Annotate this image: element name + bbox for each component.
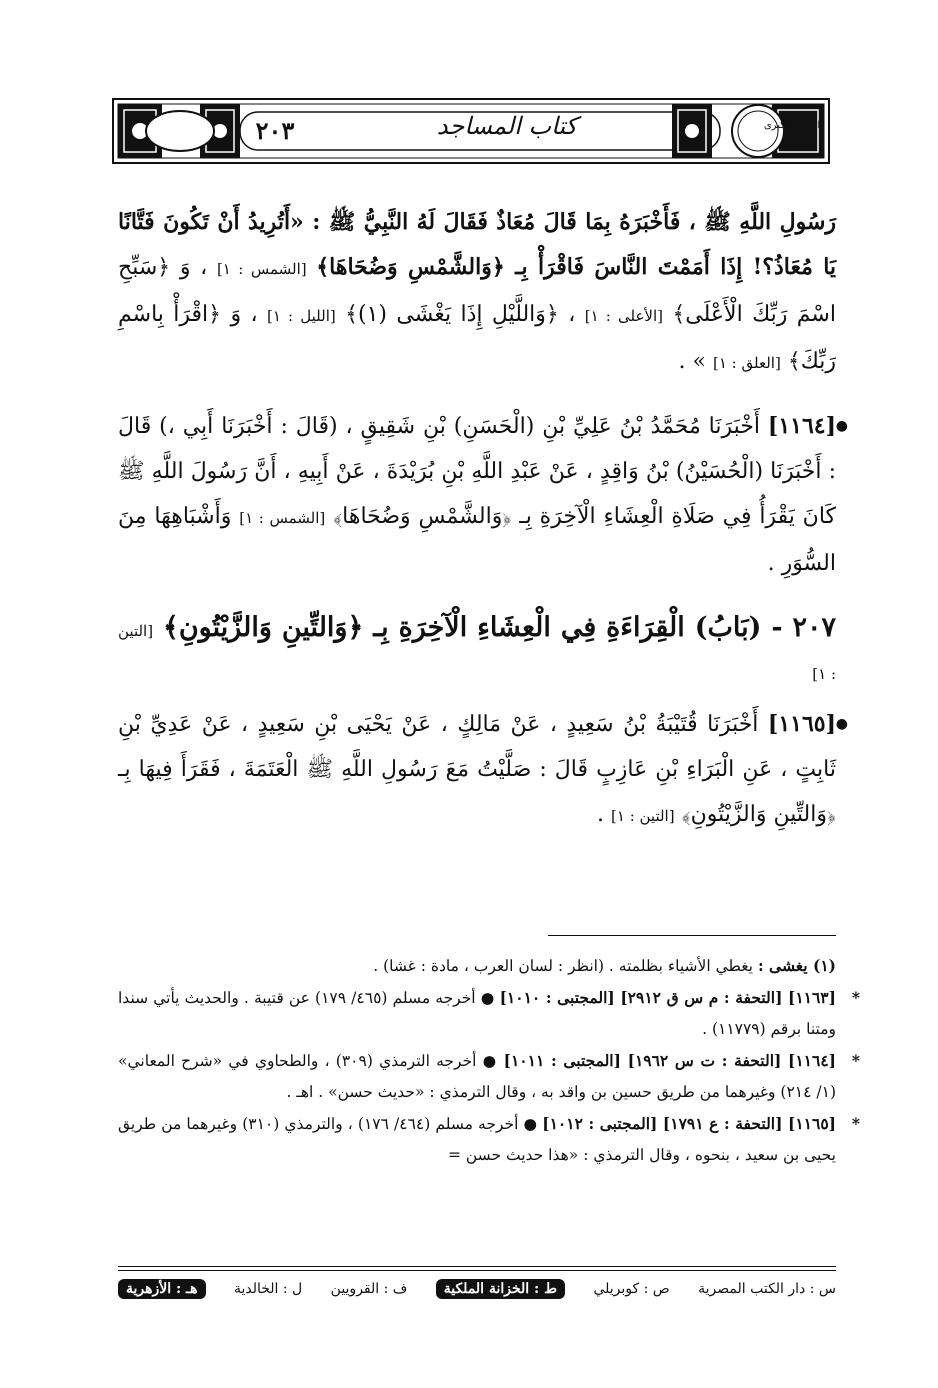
star-icon: * bbox=[851, 988, 860, 1007]
text-fragment: ، ﴿وَاللَّيْلِ إِذَا يَغْشَى (١)﴾ bbox=[345, 302, 576, 327]
hadith-number: [١١٦٥] bbox=[767, 711, 836, 737]
legend-item-ta: ط : الخزانة الملكية bbox=[436, 1279, 565, 1299]
quran-citation: [الشمس : ١] bbox=[216, 260, 307, 278]
quran-citation: [الأعلى : ١] bbox=[584, 307, 664, 325]
text-line: رَسُولِ اللَّهِ ﷺ ، فَأَخْبَرَهُ بِمَا قَالَ مُعَاذٌ فَقَالَ لَهُ النَّبِيُّ ﷺ : «أَتُرِيدُ أَنْ تَكُونَ فَتَّانًا bbox=[118, 209, 836, 235]
page-number: ٢٠٣ bbox=[255, 116, 295, 145]
footnote-divider bbox=[548, 935, 836, 936]
star-icon: * bbox=[851, 1114, 860, 1133]
text-fragment: ، وَ ﴿سَبِّحِ bbox=[118, 255, 208, 280]
footnote-text: يغطي الأشياء بظلمته . (انظر : لسان العرب ، مادة : غشا) . bbox=[373, 957, 753, 975]
quran-citation: [الشمس : ١] bbox=[239, 509, 326, 527]
bullet-icon: ● bbox=[835, 418, 848, 434]
hadith-entry-1164 bbox=[118, 404, 848, 586]
page-header bbox=[112, 98, 830, 164]
footnote-text: ● أخرجه مسلم (٤٦٥/ ١٧٩) عن قتيبة . والحديث يأتي سندا ومتنا برقم (١١٧٧٩) . bbox=[118, 989, 836, 1038]
footnote-refs: [١١٦٤] [التحفة : ت س ١٩٦٢] [المجتبى : ١٠١١] bbox=[503, 1051, 836, 1070]
hadith-text: أَخْبَرَنَا مُحَمَّدُ بْنُ عَلِيِّ بْنِ (الْحَسَنِ) بْنِ شَقِيقٍ ، (قَالَ : أَخْبَرَنَا أَبِي ،) قَالَ : أَخْبَرَنَا (الْحُسَيْنُ) بْنُ وَاقِدٍ ، عَنْ عَبْدِ اللَّهِ بْنِ بُرَيْدَةَ ، عَنْ أَبِيهِ ، أَنَّ رَسُولَ اللَّهِ ﷺ كَانَ يَقْرَأُ فِي صَلَاةِ الْعِشَاءِ الْآخِرَةِ بِـ ﴿وَالشَّمْسِ وَضُحَاهَا﴾ bbox=[118, 414, 837, 529]
manuscript-legend bbox=[118, 1276, 836, 1302]
text-fragment: » . bbox=[678, 349, 706, 374]
legend-item-ha: هـ : الأزهرية bbox=[118, 1279, 206, 1299]
quran-citation: [التين : ١] bbox=[118, 622, 836, 683]
quran-citation: [العلق : ١] bbox=[712, 354, 781, 372]
legend-item-sad: ص : كوبريلي bbox=[593, 1281, 670, 1297]
text-fragment: ، وَ ﴿اقْرَأْ بِاسْمِ رَبِّكَ﴾ bbox=[118, 302, 836, 374]
footer-rule bbox=[118, 1266, 836, 1267]
legend-item-lam: ل : الخالدية bbox=[233, 1281, 303, 1297]
footnote-1164 bbox=[118, 1045, 860, 1108]
hadith-text-end: وَأَشْبَاهِهَا مِنَ السُّوَرِ . bbox=[118, 504, 836, 576]
hadith-text: أَخْبَرَنَا قُتَيْبَةُ بْنُ سَعِيدٍ ، عَنْ مَالِكٍ ، عَنْ يَحْيَى بْنِ سَعِيدٍ ، عَنْ عَدِيِّ بْنِ ثَابِتٍ ، عَنِ الْبَرَاءِ بْنِ عَازِبٍ قَالَ : صَلَّيْتُ مَعَ رَسُولِ اللَّهِ ﷺ الْعَتَمَةَ ، فَقَرَأَ فِيهَا بِـ ﴿وَالتِّينِ وَالزَّيْتُونِ﴾ bbox=[118, 712, 836, 827]
star-icon: * bbox=[851, 1051, 860, 1070]
footnote-1 bbox=[118, 950, 836, 982]
chapter-heading-text: ٢٠٧ - (بَابُ) الْقِرَاءَةِ فِي الْعِشَاءِ الْآخِرَةِ بِـ ﴿وَالتِّينِ وَالزَّيْتُونِ﴾ bbox=[163, 612, 836, 643]
chapter-heading-207 bbox=[118, 608, 836, 694]
footnote-1165 bbox=[118, 1108, 860, 1171]
hadith-number: [١١٦٤] bbox=[767, 413, 836, 439]
footnote-1163 bbox=[118, 982, 860, 1045]
book-seal-text: السنن الكبرى bbox=[763, 120, 821, 131]
footnote-text: ● أخرجه مسلم (٤٦٤/ ١٧٦) ، والترمذي (٣١٠) وغيرهما من طريق يحيى بن سعيد ، بنحوه ، وقال الترمذي : «هذا حديث حسن = bbox=[118, 1115, 836, 1164]
footnotes bbox=[118, 950, 860, 1171]
quran-citation: [الليل : ١] bbox=[266, 307, 336, 325]
footnote-text: ● أخرجه الترمذي (٣٠٩) ، والطحاوي في «شرح المعاني» (١/ ٢١٤) وغيرهما من طريق حسين بن واقد به ، وقال الترمذي : «حديث حسن» . اهـ . bbox=[118, 1052, 836, 1101]
legend-item-s: س : دار الكتب المصرية bbox=[698, 1281, 836, 1297]
legend-item-fa: ف : القرويين bbox=[330, 1281, 408, 1297]
hadith-text-end: . bbox=[597, 802, 604, 827]
hadith-entry-1165 bbox=[118, 702, 848, 839]
paragraph-continuation bbox=[118, 200, 836, 386]
text-line: يَا مُعَاذُ؟! إِذَا أَمَمْتَ النَّاسَ فَاقْرَأْ بِـ ﴿وَالشَّمْسِ وَضُحَاهَا﴾ bbox=[316, 254, 837, 280]
main-text bbox=[118, 200, 848, 839]
footnote-refs: [١١٦٣] [التحفة : م س ق ٢٩١٢] [المجتبى : ١٠١٠] bbox=[499, 988, 836, 1007]
quran-citation: [التين : ١] bbox=[611, 807, 675, 825]
footer-rule bbox=[118, 1270, 836, 1271]
footnote-refs: [١١٦٥] [التحفة : ع ١٧٩١] [المجتبى : ١٠١٢] bbox=[542, 1114, 836, 1133]
text-fragment: اسْمَ رَبِّكَ الْأَعْلَى﴾ bbox=[672, 302, 836, 327]
footnote-label: (١) يغشى : bbox=[757, 956, 836, 975]
book-title: كتاب المساجد bbox=[436, 112, 578, 140]
bullet-icon: ● bbox=[835, 716, 848, 732]
